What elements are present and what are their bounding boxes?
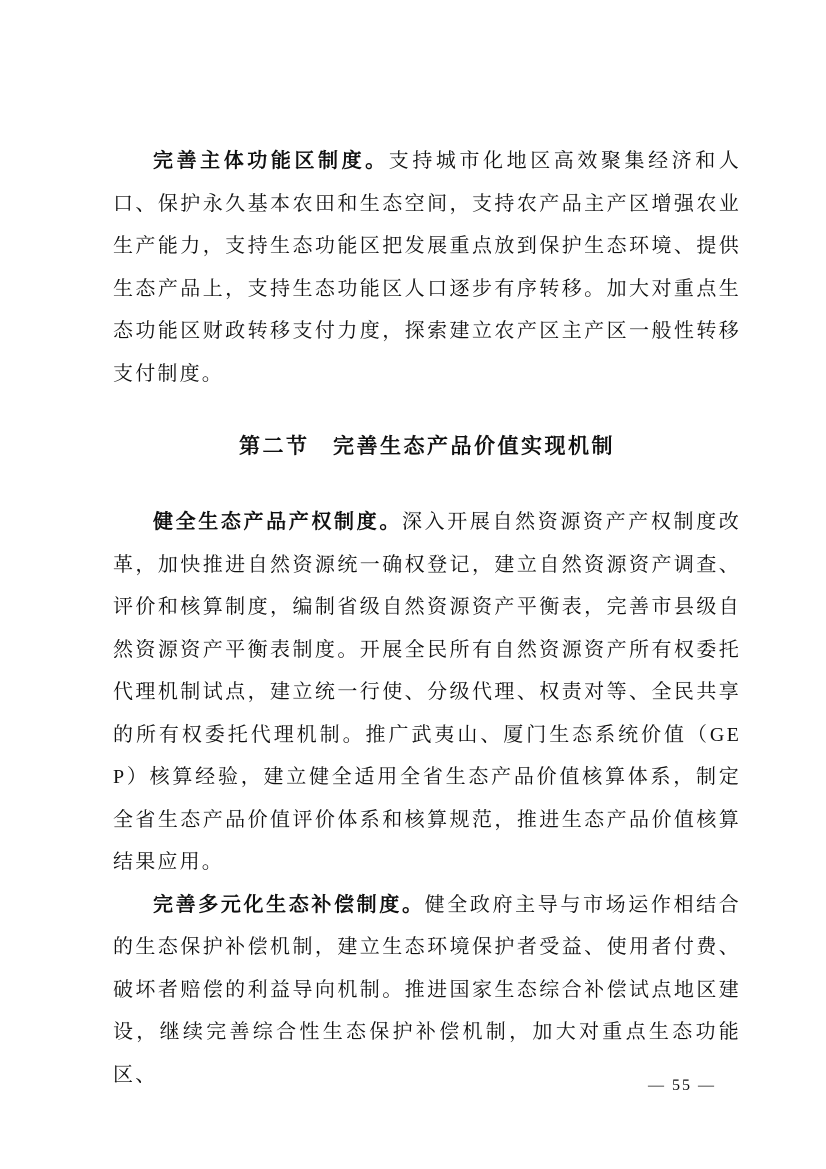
paragraph-body: 深入开展自然资源资产产权制度改革，加快推进自然资源统一确权登记，建立自然资源资产调查、评价和核算制度，编制省级自然资源资产平衡表，完善市县级自然资源资产平衡表制度。开展全民所有自然资源资产所有权委托代理机制试点，建立统一行使、分级代理、权责对等、全民共享的所有权委托代理机制。推广武夷山、厦门生态系统价值（GEP）核算经验，建立健全适用全省生态产品价值核算体系，制定全省生态产品价值评价体系和核算规范，推进生态产品价值核算结果应用。 — [113, 511, 741, 873]
page-number: — 55 — — [648, 1077, 716, 1094]
section-heading: 第二节 完善生态产品价值实现机制 — [239, 434, 615, 458]
text-block — [113, 140, 741, 1096]
paragraph-body: 支持城市化地区高效聚集经济和人口、保护永久基本农田和生态空间，支持农产品主产区增强农业生产能力，支持生态功能区把发展重点放到保护生态环境、提供生态产品上，支持生态功能区人口逐步有序转移。加大对重点生态功能区财政转移支付力度，探索建立农产区主产区一般性转移支付制度。 — [113, 150, 741, 385]
paragraph — [113, 501, 741, 884]
paragraph-lead: 健全生态产品产权制度。 — [153, 511, 402, 533]
paragraph-body: 健全政府主导与市场运作相结合的生态保护补偿机制，建立生态环境保护者受益、使用者付费、破坏者赔偿的利益导向机制。推进国家生态综合补偿试点地区建设，继续完善综合性生态保护补偿机制，加大对重点生态功能区、 — [113, 893, 741, 1086]
paragraph — [113, 884, 741, 1097]
paragraph-lead: 完善多元化生态补偿制度。 — [153, 893, 425, 916]
paragraph-lead: 完善主体功能区制度。 — [153, 150, 389, 172]
paragraph — [113, 140, 741, 395]
